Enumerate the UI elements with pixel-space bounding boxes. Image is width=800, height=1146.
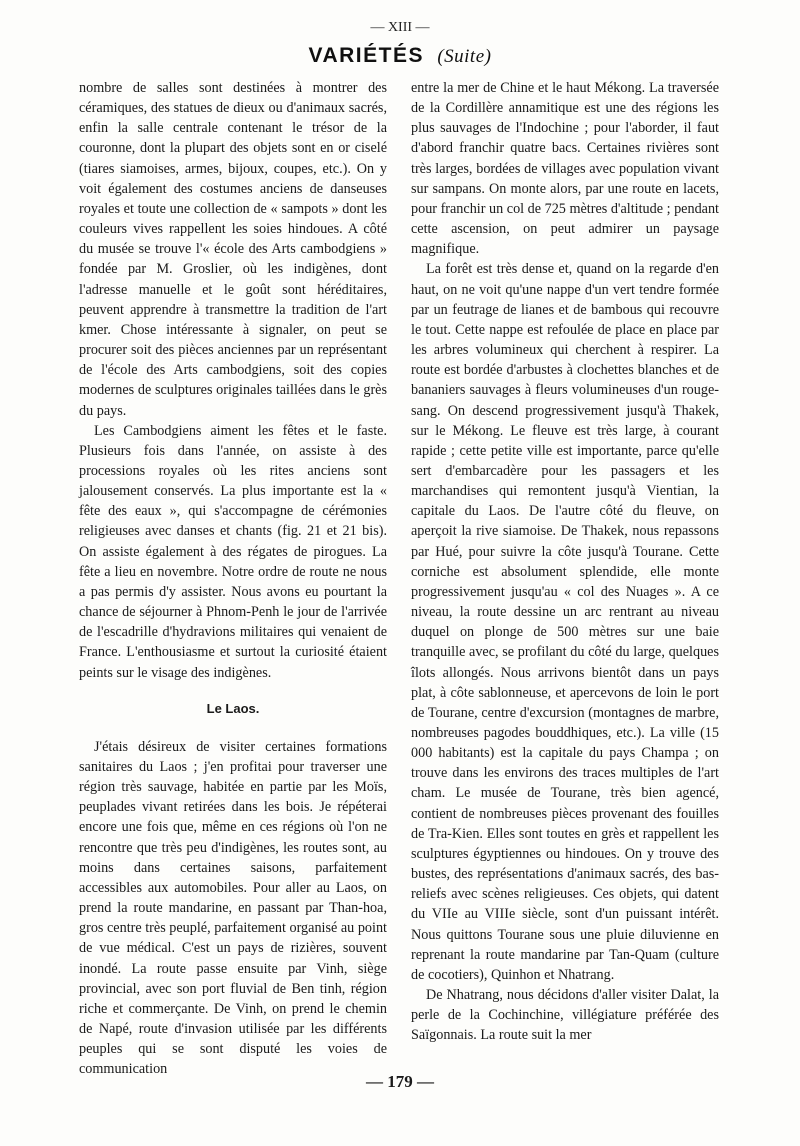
right-paragraph-2: La forêt est très dense et, quand on la regarde d'en haut, on ne voit qu'une nappe d'un vert tendre formée par un feutrage de lianes et de bambous qui recouvre le tout. Cette nappe est refoulée de place en place par les arbres volumineux qui cherchent à respirer. La route est bordée d'arbustes à clochettes blanches et de bananiers sauvages à fleurs volumineuses d'un rouge-sang. On descend progressivement jusqu'à Thakek, sur le Mékong. Le fleuve est très large, à courant rapide ; cette petite ville est importante, parce qu'elle sert d'embarcadère pour les passagers et les marchandises qui remontent jusqu'à Vientian, la capitale du Laos. De l'autre côté du fleuve, on aperçoit la rive siamoise. De Thakek, nous repassons par Hué, pour suivre la côte jusqu'à Tourane. Cette corniche est absolument splendide, elle monte progressivement jusqu'au « col des Nuages ». A ce niveau, la route dessine un arc rentrant au niveau duquel on plonge de 500 mètres sur une baie tranquille avec, se profilant du côté du large, quelques îlots allongés. Nous arrivons bientôt dans un pays plat, à côte sablonneuse, et apercevons de loin le port de Tourane, centre d'excursion (montagnes de marbre, nombreuses pagodes bouddhiques, etc.). La ville (15 000 habitants) est la capitale du pays Champa ; on trouve dans les environs des traces multiples de l'art cham. Le musée de Tourane, très bien agencé, contient de nombreuses pièces provenant des fouilles de Tra-Kien. Elles sont toutes en grès et rappellent les sculptures égyptiennes ou hindoues. On y trouve des bustes, des représentations d'animaux sacrés, des bas-reliefs avec scènes religieuses. Ces objets, qui datent du VIIe au VIIIe siècle, sont d'un puissant intérêt. Nous quittons Tourane sous une pluie diluvienne en reprenant la route mandarine par Tan-Quam (culture de cocotiers), Quinhon et Nhatrang. <box>411 261 719 983</box>
left-paragraph-1: nombre de salles sont destinées à montrer des céramiques, des statues de dieux ou d'animaux sacrés, enfin la salle centrale contenant le trésor de la couronne, dont la plupart des objets sont en or ciselé (tiares siamoises, armes, bijoux, coupes, etc.). On y voit également des costumes anciens de danseuses royales et toute une collection de « sampots » dont les couleurs vives rappellent les soies hindoues. A côté du musée se trouve l'« école des Arts cambodgiens » fondée par M. Groslier, où les indigènes, dont l'adresse manuelle et le goût sont héréditaires, peuvent apprendre à transmettre la tradition de l'art kmer. Chose intéressante à signaler, on peut se procurer soit des pièces anciennes par un représentant de l'école des Arts cambodgiens, soit des copies modernes de sculptures originales taillées dans le grès du pays. <box>79 80 387 419</box>
right-paragraph-1: entre la mer de Chine et le haut Mékong. La traversée de la Cordillère annamitique est une des régions les plus sauvages de l'Indochine ; pour l'aborder, il faut d'abord franchir quatre bacs. Certaines rivières sont très larges, bordées de villages avec population vivant sur sampans. On monte alors, par une route en lacets, pour franchir un col de 725 mètres d'altitude ; pendant cette ascension, on peut admirer un paysage magnifique. <box>411 80 719 258</box>
title-suite: (Suite) <box>437 46 492 67</box>
title-text: VARIÉTÉS <box>308 44 424 67</box>
left-paragraph-3: J'étais désireux de visiter certaines formations sanitaires du Laos ; j'en profitai pour traverser une région très sauvage, habitée en partie par les Moïs, peuplades vivant retirées dans les bois. Je répéterai encore une fois que, même en ces régions où l'on ne rencontre que très peu d'indigènes, les routes sont, au moins dans certaines saisons, parfaitement accessibles aux automobiles. Pour aller au Laos, on prend la route mandarine, en passant par Than-hoa, gros centre très peuplé, parfaitement organisé au point de vue médical. C'est un pays de rizières, souvent inondé. La route passe ensuite par Vinh, siège provincial, avec son port fluvial de Ben tinh, région riche et commerçante. De Vinh, on prend le chemin de Napé, route d'invasion utilisée par les différents peuples qui se sont disputé les voies de communication <box>79 738 387 1078</box>
roman-page-number: — XIII — <box>370 20 430 35</box>
left-paragraph-2: Les Cambodgiens aiment les fêtes et le faste. Plusieurs fois dans l'année, on assiste à des processions royales où les rites anciens sont jalousement conservés. La plus importante est la « fête des eaux », qui s'accompagne de cérémonies religieuses avec danses et chants (fig. 21 et 21 bis). On assiste également à des régates de pirogues. La fête a lieu en novembre. Notre ordre de route ne nous a pas permis d'y assister. Nous avons eu pourtant la chance de séjourner à Phnom-Penh le jour de l'arrivée de l'escadrille d'hydravions militaires qui venaient de France. L'enthousiasme et surtout la curiosité étaient peints sur le visage des indigènes. <box>79 422 387 681</box>
right-paragraph-3: De Nhatrang, nous décidons d'aller visiter Dalat, la perle de la Cochinchine, villégiature préférée des Saïgonnais. La route suit la mer <box>411 987 719 1044</box>
section-heading-laos: Le Laos. <box>206 700 260 716</box>
right-column <box>411 78 719 1046</box>
page-number: — 179 — <box>366 1072 434 1091</box>
left-column <box>79 78 387 1080</box>
page-title <box>0 44 800 68</box>
